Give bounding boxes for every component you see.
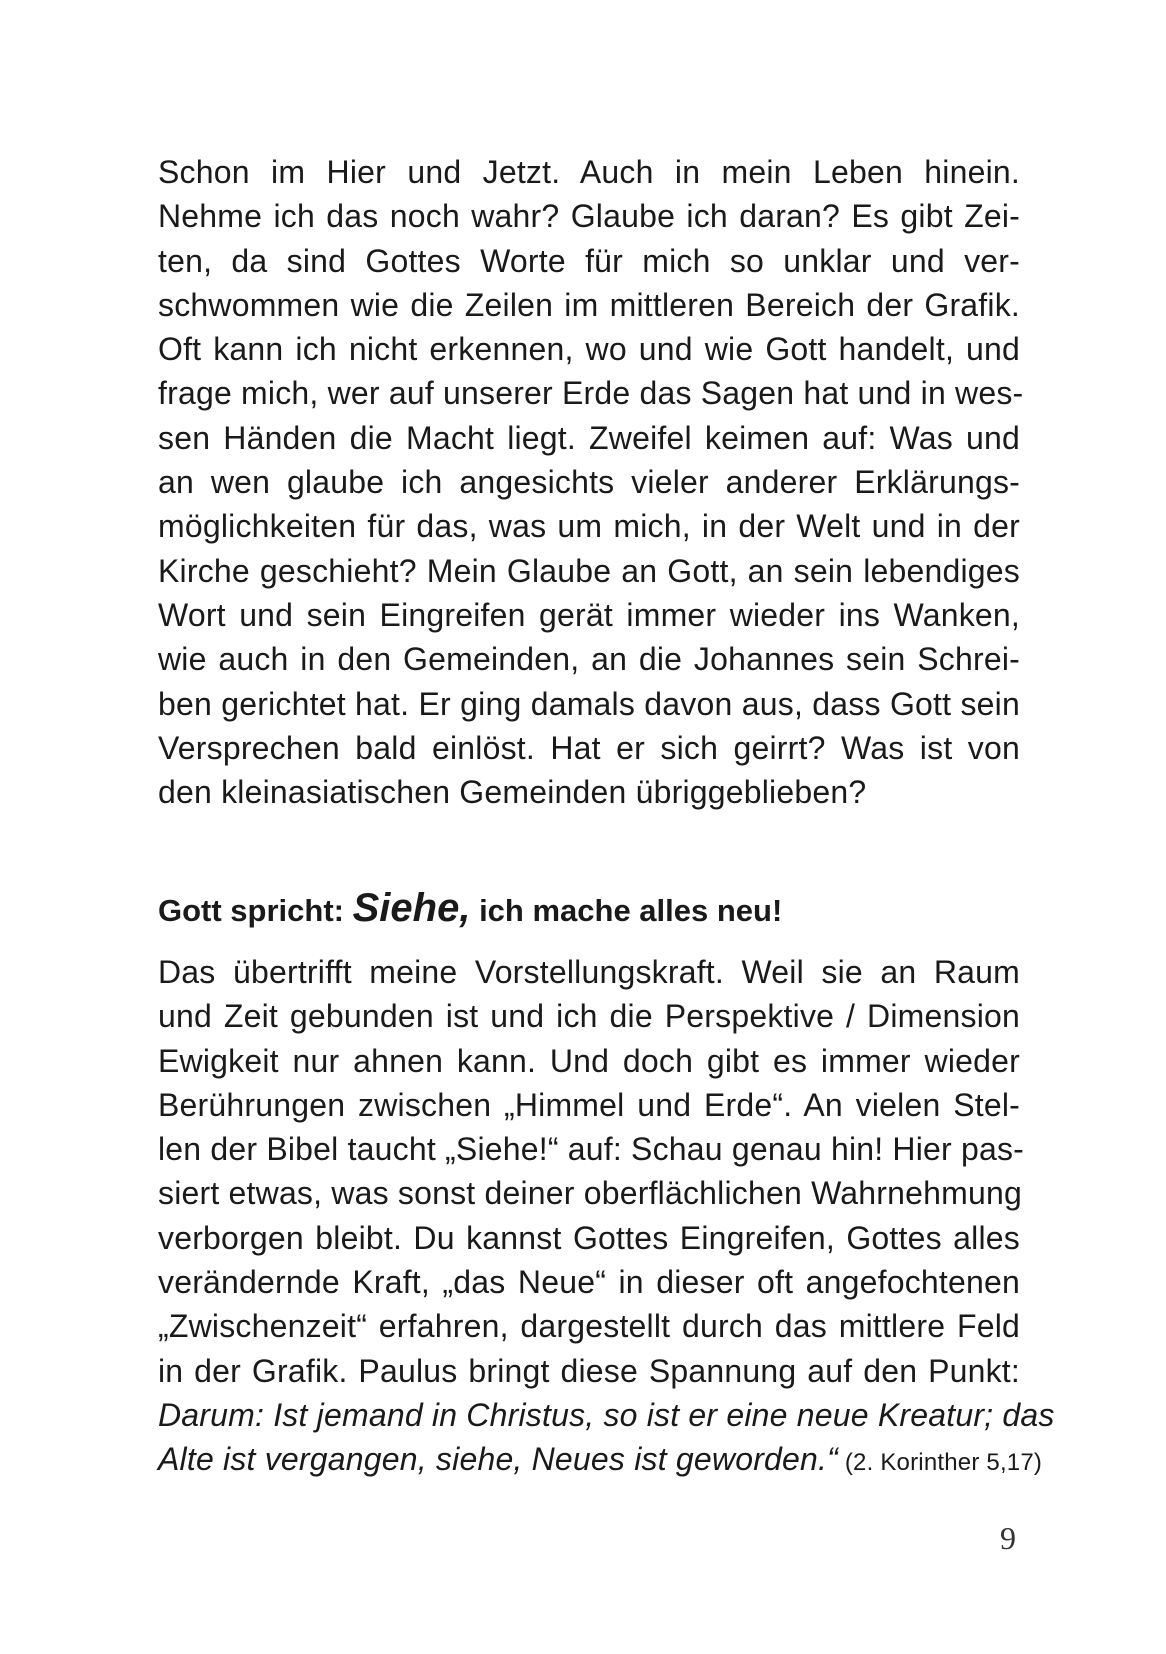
paragraph-1 (158, 150, 1024, 814)
text-line: Das übertrifft meine Vorstellungskraft. Weil sie an Raum (158, 954, 1020, 990)
text-line: wie auch in den Gemeinden, an die Johannes sein Schrei- (158, 641, 1020, 678)
text-line: „Zwischenzeit“ erfahren, dargestellt durch das mittlere Feld (158, 1308, 1020, 1345)
text-line: verändernde Kraft, „das Neue“ in dieser oft angefochtenen (158, 1264, 1020, 1301)
text-line: ben gerichtet hat. Er ging damals davon aus, dass Gott sein (158, 685, 1020, 722)
text-line: Versprechen bald einlöst. Hat er sich geirrt? Was ist von (158, 729, 1020, 766)
text-line: siert etwas, was sonst deiner oberflächlichen Wahrnehmung (158, 1175, 1022, 1212)
text-line: Ewigkeit nur ahnen kann. Und doch gibt es immer wieder (158, 1042, 1020, 1079)
text-line: Wort und sein Eingreifen gerät immer wieder ins Wanken, (158, 596, 1020, 633)
text-line: Nehme ich das noch wahr? Glaube ich daran? Es gibt Zei- (158, 198, 1020, 235)
text-line: frage mich, wer auf unserer Erde das Sagen hat und in wes- (158, 375, 1024, 412)
text-line: Schon im Hier und Jetzt. Auch in mein Leben hinein. (158, 154, 1020, 190)
section-heading (158, 878, 782, 938)
text-line: Kirche geschieht? Mein Glaube an Gott, an sein lebendiges (158, 552, 1020, 589)
quote-text: Alte ist vergangen, siehe, Neues ist geworden.“ (158, 1441, 838, 1478)
text-line: den kleinasiatischen Gemeinden übriggeblieben? (158, 774, 867, 811)
paragraph-2 (158, 950, 1055, 1482)
quote-line-last (158, 1437, 1043, 1481)
text-line: an wen glaube ich angesichts vieler anderer Erklärungs- (158, 464, 1020, 501)
text-line: len der Bibel taucht „Siehe!“ auf: Schau genau hin! Hier pas- (158, 1131, 1025, 1168)
text-line: Oft kann ich nicht erkennen, wo und wie Gott handelt, und (158, 331, 1020, 368)
page-number: 9 (1000, 1520, 1016, 1556)
heading-text: Gott spricht: (158, 893, 353, 928)
heading-text: ich mache alles neu! (470, 893, 783, 928)
text-line: in der Grafik. Paulus bringt diese Spannung auf den Punkt: (158, 1352, 1020, 1389)
bible-reference: (2. Korinther 5,17) (838, 1449, 1043, 1477)
heading-emphasis: Siehe, (352, 886, 471, 930)
text-line: Berührungen zwischen „Himmel und Erde“. An vielen Stel- (158, 1086, 1020, 1123)
text-line: sen Händen die Macht liegt. Zweifel keimen auf: Was und (158, 419, 1020, 456)
text-line: ten, da sind Gottes Worte für mich so unklar und ver- (158, 242, 1020, 279)
text-line: schwommen wie die Zeilen im mittleren Bereich der Grafik. (158, 286, 1020, 323)
quote-line: Darum: Ist jemand in Christus, so ist er eine neue Kreatur; das (158, 1396, 1055, 1433)
text-line: verborgen bleibt. Du kannst Gottes Eingreifen, Gottes alles (158, 1219, 1020, 1256)
text-line: und Zeit gebunden ist und ich die Perspektive / Dimension (158, 998, 1020, 1035)
text-line: möglichkeiten für das, was um mich, in der Welt und in der (158, 508, 1020, 545)
